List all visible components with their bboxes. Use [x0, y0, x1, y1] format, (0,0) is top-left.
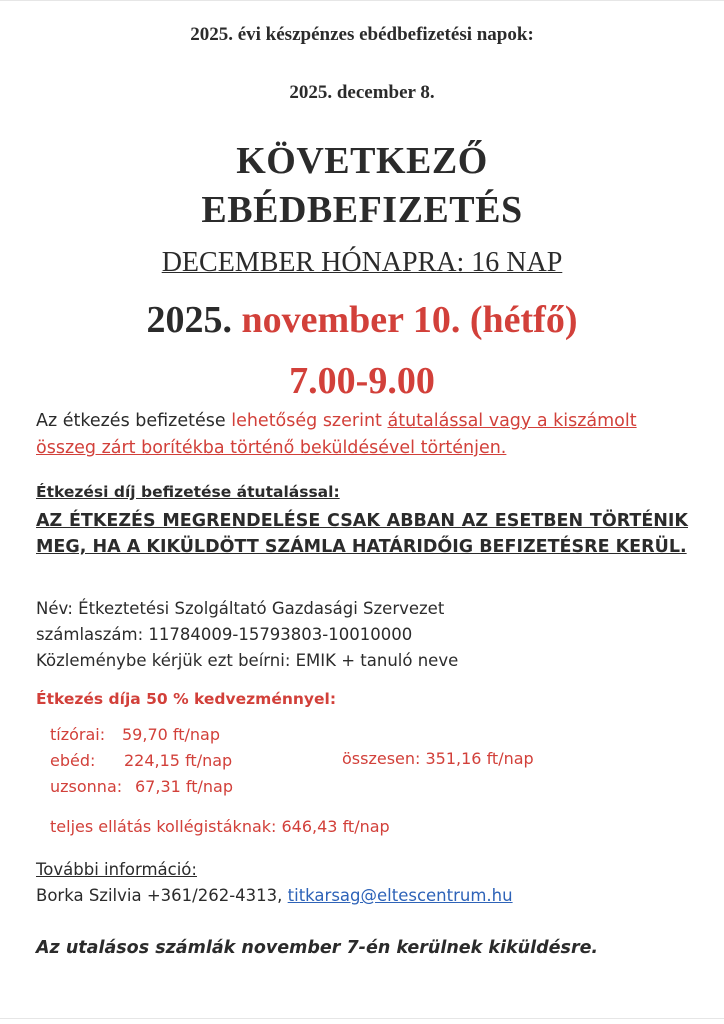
- scan-bottom-edge: [0, 1018, 724, 1019]
- tizorai-label: tízórai:: [50, 725, 106, 744]
- contact-line: [36, 886, 513, 905]
- payment-time: 7.00-9.00: [289, 360, 435, 402]
- intro-part-3: átutalással vagy a kiszámolt összeg zárt borítékba történő beküldésével történjen.: [36, 411, 637, 458]
- account-number: számlaszám: 11784009-15793803-10010000: [36, 625, 413, 644]
- contact-person: Borka Szilvia +361/262-4313,: [36, 886, 283, 905]
- intro-part-2: lehetőség szerint: [231, 411, 382, 431]
- payee-name: Név: Étkeztetési Szolgáltató Gazdasági Szervezet: [36, 599, 445, 618]
- month-days-line: DECEMBER HÓNAPRA: 16 NAP: [161, 247, 563, 278]
- total-price: összesen: 351,16 ft/nap: [342, 749, 534, 768]
- ebed-value: 224,15 ft/nap: [124, 751, 233, 770]
- headline-line-2: EBÉDBEFIZETÉS: [201, 189, 523, 231]
- next-payment-day: november 10. (hétfő): [241, 299, 578, 341]
- next-payment-year: 2025.: [146, 299, 233, 341]
- headline: [0, 137, 724, 235]
- headline-line-1: KÖVETKEZŐ: [236, 140, 488, 182]
- uzsonna-label: uzsonna:: [50, 777, 123, 796]
- tizorai-value: 59,70 ft/nap: [122, 725, 221, 744]
- ebed-label: ebéd:: [50, 751, 96, 770]
- cash-payment-date: 2025. december 8.: [289, 82, 435, 103]
- next-payment-date: [0, 298, 724, 342]
- intro-part-1: Az étkezés befizetése: [36, 411, 226, 431]
- more-info-heading: További információ:: [36, 860, 197, 879]
- invoice-send-note: Az utalásos számlák november 7-én kerülnek kiküldésre.: [36, 938, 599, 958]
- contact-email-link[interactable]: titkarsag@eltescentrum.hu: [287, 886, 513, 905]
- price-heading: Étkezés díja 50 % kedvezménnyel:: [36, 690, 337, 708]
- college-price: teljes ellátás kollégistáknak: 646,43 ft/nap: [50, 817, 390, 836]
- payment-reference: Közleménybe kérjük ezt beírni: EMIK + tanuló neve: [36, 651, 459, 670]
- transfer-heading: Étkezési díj befizetése átutalással:: [36, 483, 340, 501]
- scan-top-edge: [0, 0, 724, 1]
- bank-details: [36, 596, 458, 674]
- order-condition-note: AZ ÉTKEZÉS MEGRENDELÉSE CSAK ABBAN AZ ESETBEN TÖRTÉNIK MEG, HA A KIKÜLDÖTT SZÁMLA HATÁRIDŐIG BEFIZETÉSRE KERÜL.: [36, 511, 688, 557]
- uzsonna-value: 67,31 ft/nap: [135, 777, 234, 796]
- intro-paragraph: [36, 408, 696, 462]
- page-title: 2025. évi készpénzes ebédbefizetési napok:: [190, 24, 534, 45]
